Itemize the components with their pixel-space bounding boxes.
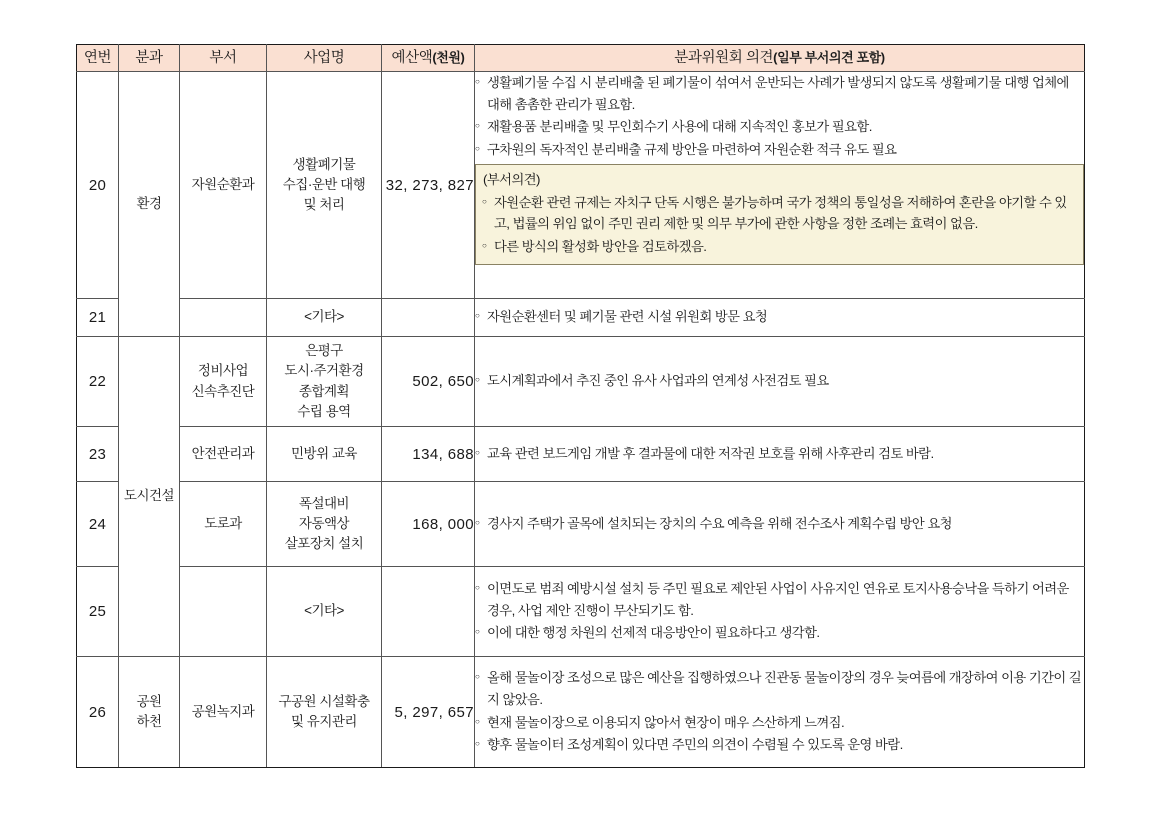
opinion-content (475, 306, 1084, 328)
committee-opinion-list (475, 72, 1084, 160)
cell-project: 구공원 시설확충 및 유지관리 (267, 657, 382, 768)
cell-department: 도로과 (180, 482, 267, 567)
budget-unit: (천원) (432, 50, 465, 65)
cell-budget: 5, 297, 657 (382, 657, 475, 768)
opinion-bullet: ○ 도시계획과에서 추진 중인 유사 사업과의 연계성 사전검토 필요 (475, 370, 1084, 392)
cell-no: 26 (77, 657, 119, 768)
cell-project: <기타> (267, 299, 382, 337)
opinion-content (475, 443, 1084, 465)
cell-project: <기타> (267, 567, 382, 657)
cell-budget: 168, 000 (382, 482, 475, 567)
cell-project: 폭설대비 자동액상 살포장치 설치 (267, 482, 382, 567)
column-header-budget (382, 45, 475, 72)
opinion-content (475, 513, 1084, 535)
opinion-bullet: ○ 현재 물놀이장으로 이용되지 않아서 현장이 매우 스산하게 느껴짐. (475, 712, 1084, 734)
opinion-bullet: ○ 교육 관련 보드게임 개발 후 결과물에 대한 저작권 보호를 위해 사후관리 검토 바람. (475, 443, 1084, 465)
column-header-project: 사업명 (267, 45, 382, 72)
cell-department: 공원녹지과 (180, 657, 267, 768)
department-opinion-title: (부서의견) (483, 172, 540, 188)
committee-opinion-table (76, 44, 1085, 768)
cell-budget: 134, 688 (382, 427, 475, 482)
opinion-bullet: ○ 경사지 주택가 골목에 설치되는 장치의 수요 예측을 위해 전수조사 계획수립 방안 요청 (475, 513, 1084, 535)
cell-budget (382, 567, 475, 657)
cell-division: 공원 하천 (119, 657, 180, 768)
cell-project: 생활폐기물 수집·운반 대행 및 처리 (267, 72, 382, 299)
opinion-content (475, 72, 1084, 265)
budget-label: 예산액 (391, 50, 433, 66)
cell-budget: 502, 650 (382, 337, 475, 427)
cell-division: 환경 (119, 72, 180, 337)
opinion-label: 분과위원회 의견 (674, 50, 774, 66)
cell-no: 24 (77, 482, 119, 567)
cell-budget (382, 299, 475, 337)
table-row (77, 72, 1085, 299)
opinion-bullet: ○ 자원순환 관련 규제는 자치구 단독 시행은 불가능하며 국가 정책의 통일성을 저해하여 혼란을 야기할 수 있고, 법률의 위임 없이 주민 권리 제한 및 의무 부가에 관한 사항을 정한 조례는 효력이 없음. (482, 192, 1077, 235)
cell-no: 20 (77, 72, 119, 299)
table-row (77, 482, 1085, 567)
opinion-bullet: ○ 생활폐기물 수집 시 분리배출 된 폐기물이 섞여서 운반되는 사례가 발생되지 않도록 생활폐기물 대행 업체에 대해 촘촘한 관리가 필요함. (475, 72, 1084, 115)
table-row (77, 337, 1085, 427)
opinion-content (475, 578, 1084, 644)
column-header-no: 연번 (77, 45, 119, 72)
column-header-opinion (475, 45, 1085, 72)
column-header-division: 분과 (119, 45, 180, 72)
cell-department: 자원순환과 (180, 72, 267, 299)
cell-no: 23 (77, 427, 119, 482)
table-row (77, 299, 1085, 337)
cell-division: 도시건설 (119, 337, 180, 657)
committee-opinion-list (475, 578, 1084, 644)
committee-opinion-list (475, 513, 1084, 535)
committee-opinion-list (475, 306, 1084, 328)
cell-opinion (475, 299, 1085, 337)
opinion-bullet: ○ 자원순환센터 및 폐기물 관련 시설 위원회 방문 요청 (475, 306, 1084, 328)
cell-opinion (475, 337, 1085, 427)
table-row (77, 567, 1085, 657)
opinion-bullet: ○ 향후 물놀이터 조성계획이 있다면 주민의 의견이 수렴될 수 있도록 운영 바람. (475, 734, 1084, 756)
committee-opinion-list (475, 443, 1084, 465)
opinion-bullet: ○ 재활용품 분리배출 및 무인회수기 사용에 대해 지속적인 홍보가 필요함. (475, 116, 1084, 138)
committee-opinion-list (475, 667, 1084, 755)
column-header-department: 부서 (180, 45, 267, 72)
cell-opinion (475, 427, 1085, 482)
table-body (77, 72, 1085, 768)
cell-department: 정비사업 신속추진단 (180, 337, 267, 427)
department-opinion-list (482, 192, 1077, 258)
opinion-bullet: ○ 다른 방식의 활성화 방안을 검토하겠음. (482, 236, 1077, 258)
committee-opinion-list (475, 370, 1084, 392)
cell-budget: 32, 273, 827 (382, 72, 475, 299)
cell-opinion (475, 72, 1085, 299)
opinion-bullet: ○ 이면도로 범죄 예방시설 설치 등 주민 필요로 제안된 사업이 사유지인 연유로 토지사용승낙을 득하기 어려운 경우, 사업 제안 진행이 무산되기도 함. (475, 578, 1084, 621)
cell-no: 21 (77, 299, 119, 337)
cell-project: 민방위 교육 (267, 427, 382, 482)
table-header (77, 45, 1085, 72)
cell-opinion (475, 482, 1085, 567)
cell-no: 25 (77, 567, 119, 657)
cell-no: 22 (77, 337, 119, 427)
cell-opinion (475, 567, 1085, 657)
cell-department: 안전관리과 (180, 427, 267, 482)
header-row (77, 45, 1085, 72)
cell-department (180, 299, 267, 337)
table-row (77, 657, 1085, 768)
opinion-bullet: ○ 올해 물놀이장 조성으로 많은 예산을 집행하였으나 진관동 물놀이장의 경우 늦여름에 개장하여 이용 기간이 길지 않았음. (475, 667, 1084, 710)
cell-department (180, 567, 267, 657)
table-row (77, 427, 1085, 482)
department-opinion-box (475, 164, 1084, 265)
opinion-content (475, 370, 1084, 392)
cell-opinion (475, 657, 1085, 768)
cell-project: 은평구 도시·주거환경 종합계획 수립 용역 (267, 337, 382, 427)
opinion-content (475, 667, 1084, 755)
opinion-sublabel: (일부 부서의견 포함) (773, 50, 885, 65)
opinion-bullet: ○ 이에 대한 행정 차원의 선제적 대응방안이 필요하다고 생각함. (475, 622, 1084, 644)
opinion-bullet: ○ 구차원의 독자적인 분리배출 규제 방안을 마련하여 자원순환 적극 유도 필요 (475, 139, 1084, 161)
